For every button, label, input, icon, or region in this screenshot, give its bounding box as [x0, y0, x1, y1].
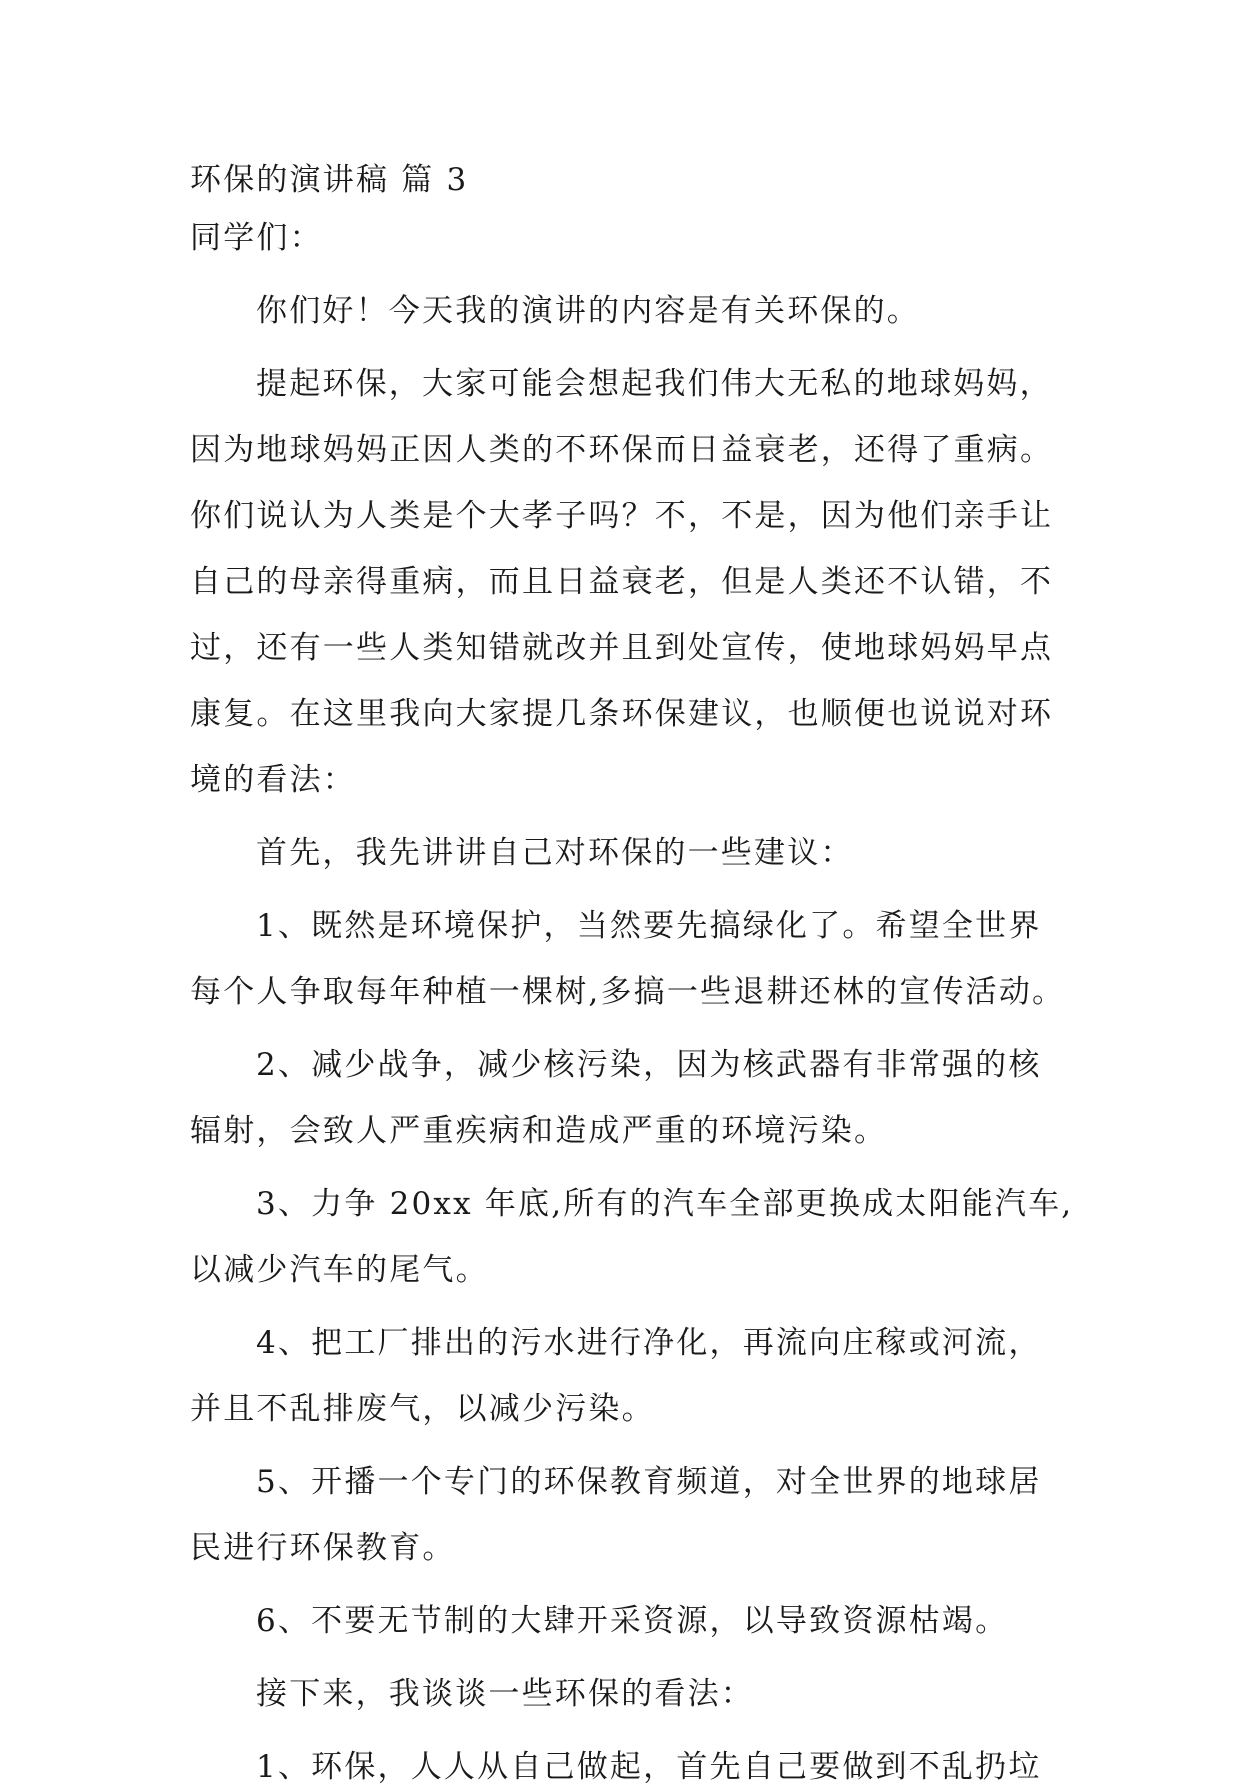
document-title: 环保的演讲稿 篇 3: [190, 162, 469, 198]
paragraph-line: 提起环保，大家可能会想起我们伟大无私的地球妈妈，: [256, 366, 1053, 402]
list-item-line: 1、既然是环境保护，当然要先搞绿化了。希望全世界: [256, 908, 1042, 944]
list-item-line: 5、开播一个专门的环保教育频道，对全世界的地球居: [256, 1464, 1042, 1500]
list-item-line: 6、不要无节制的大肆开采资源，以导致资源枯竭。: [256, 1603, 1009, 1639]
list-item-line: 4、把工厂排出的污水进行净化，再流向庄稼或河流，: [256, 1325, 1042, 1361]
salutation: 同学们：: [190, 220, 323, 256]
list-item-line: 并且不乱排废气，以减少污染。: [190, 1391, 655, 1427]
list-item-line: 2、减少战争，减少核污染，因为核武器有非常强的核: [256, 1047, 1042, 1083]
paragraph-line: 康复。在这里我向大家提几条环保建议，也顺便也说说对环: [190, 696, 1054, 732]
list-item-line: 3、力争 20xx 年底,所有的汽车全部更换成太阳能汽车,: [256, 1186, 1074, 1222]
paragraph-line: 境的看法：: [190, 762, 356, 798]
paragraph-line: 你们好！今天我的演讲的内容是有关环保的。: [256, 293, 920, 329]
paragraph-line: 首先，我先讲讲自己对环保的一些建议：: [256, 835, 854, 871]
list-item-line: 辐射，会致人严重疾病和造成严重的环境污染。: [190, 1113, 888, 1149]
paragraph-line: 自己的母亲得重病，而且日益衰老，但是人类还不认错，不: [190, 564, 1054, 600]
list-item-line: 1、环保，人人从自己做起，首先自己要做到不乱扔垃: [256, 1749, 1042, 1785]
paragraph-line: 过，还有一些人类知错就改并且到处宣传，使地球妈妈早点: [190, 630, 1054, 666]
paragraph-line: 你们说认为人类是个大孝子吗？不，不是，因为他们亲手让: [190, 498, 1054, 534]
list-item-line: 民进行环保教育。: [190, 1530, 456, 1566]
paragraph-line: 接下来，我谈谈一些环保的看法：: [256, 1676, 754, 1712]
list-item-line: 以减少汽车的尾气。: [190, 1252, 489, 1288]
list-item-line: 每个人争取每年种植一棵树,多搞一些退耕还林的宣传活动。: [190, 974, 1066, 1010]
paragraph-line: 因为地球妈妈正因人类的不环保而日益衰老，还得了重病。: [190, 432, 1054, 468]
document-body: [190, 162, 1074, 1785]
